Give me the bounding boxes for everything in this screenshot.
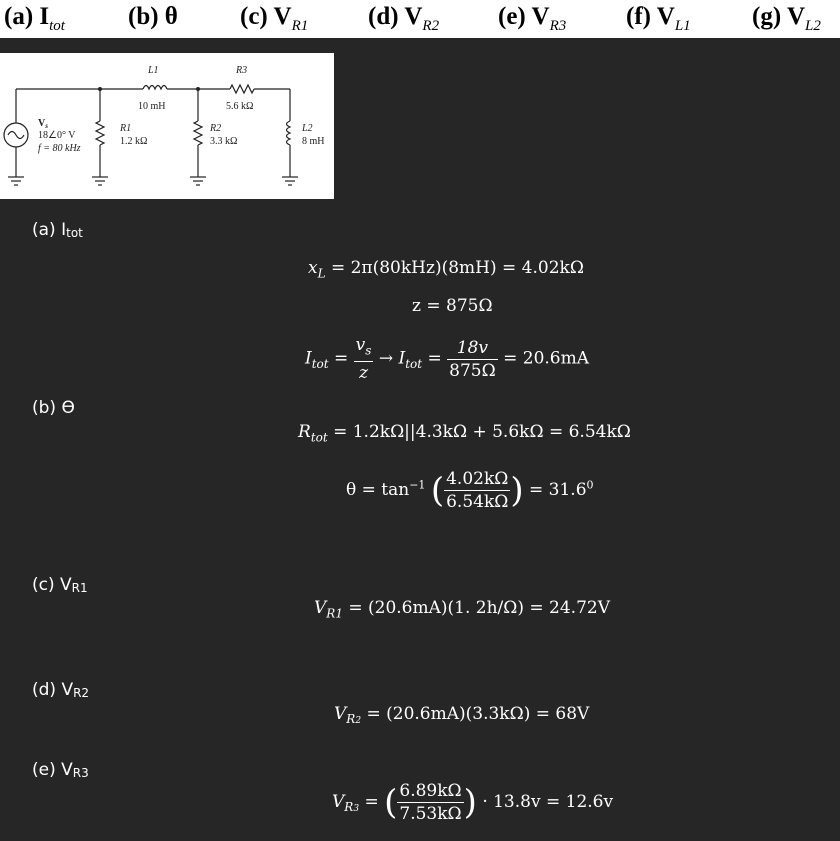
equation-vr3: $V_{R3}$ = ( $\frac{6.89k\Omega}{7.53k\Omega}$ ) · 13.8v = 12.6v [332, 781, 614, 824]
l2-name: L2 [302, 123, 313, 134]
source-name: $V_s$ [38, 118, 48, 130]
header-item-vr3: (e) $V_{R3}$ [498, 3, 567, 34]
r1-value: 1.2 kΩ [120, 136, 148, 147]
r2-value: 3.3 kΩ [210, 136, 238, 147]
source-value: 18∠0° V [38, 130, 76, 141]
itot-value-fraction: $\frac{18v}{875\Omega}$ [449, 337, 496, 381]
header-item-itot: (a) $I_{tot}$ [4, 3, 65, 34]
section-label-vr2: (d) $V_{R2}$ [32, 680, 90, 700]
section-label-itot: (a) $I_{tot}$ [32, 220, 83, 240]
equation-theta: $\theta = \tan^{-1}$ ( $\frac{4.02k\Omega}{6.54k\Omega}$ ) = $31.6^0$ [346, 469, 594, 512]
equation-itot: $I_{tot}$ = $\frac{v_s}{z}$ → $I_{tot}$ = $\frac{18v}{875\Omega}$ = 20.6mA [305, 335, 590, 384]
itot-fraction: $\frac{v_s}{z}$ [355, 335, 372, 384]
l2-value: 8 mH [302, 136, 325, 147]
vr3-fraction: $\frac{6.89k\Omega}{7.53k\Omega}$ [399, 781, 462, 824]
circuit-diagram [0, 53, 334, 199]
r3-name: R3 [236, 65, 248, 76]
theta-fraction: $\frac{4.02k\Omega}{6.54k\Omega}$ [446, 469, 509, 512]
r3-value: 5.6 kΩ [226, 101, 254, 112]
header-item-vr2: (d) $V_{R2}$ [368, 3, 440, 34]
section-label-vr3: (e) $V_{R3}$ [32, 760, 89, 780]
section-label-vr1: (c) $V_{R1}$ [32, 575, 88, 595]
equation-rtot: $R_{tot} = 1.2k\Omega||4.3k\Omega + 5.6k\Omega = 6.54k\Omega$ [298, 422, 631, 445]
r1-name: R1 [120, 123, 132, 134]
header-item-vr1: (c) $V_{R1}$ [240, 3, 309, 34]
source-frequency: f = 80 kHz [38, 143, 81, 154]
equation-vr1: $V_{R1} = (20.6mA)(1$. 2h/Ω) = 24.72V [314, 598, 610, 621]
l1-value: 10 mH [138, 101, 166, 112]
equation-vr2: $V_{R2} = (20.6mA)(3.3k\Omega) = 68V$ [334, 704, 590, 727]
header-item-theta: (b) θ [128, 3, 178, 30]
header-item-vl1: (f) $V_{L1}$ [626, 3, 691, 34]
r2-name: R2 [210, 123, 222, 134]
header-item-vl2: (g) $V_{L2}$ [752, 3, 821, 34]
equation-z: z = 875Ω [412, 296, 493, 316]
section-label-theta: (b) ϴ [32, 398, 75, 418]
problem-header [0, 0, 840, 38]
l1-name: L1 [148, 65, 159, 76]
equation-xl: $x_L = 2\pi(80kHz)(8mH) = 4.02k\Omega$ [308, 258, 584, 281]
circuit-schematic [0, 53, 334, 199]
